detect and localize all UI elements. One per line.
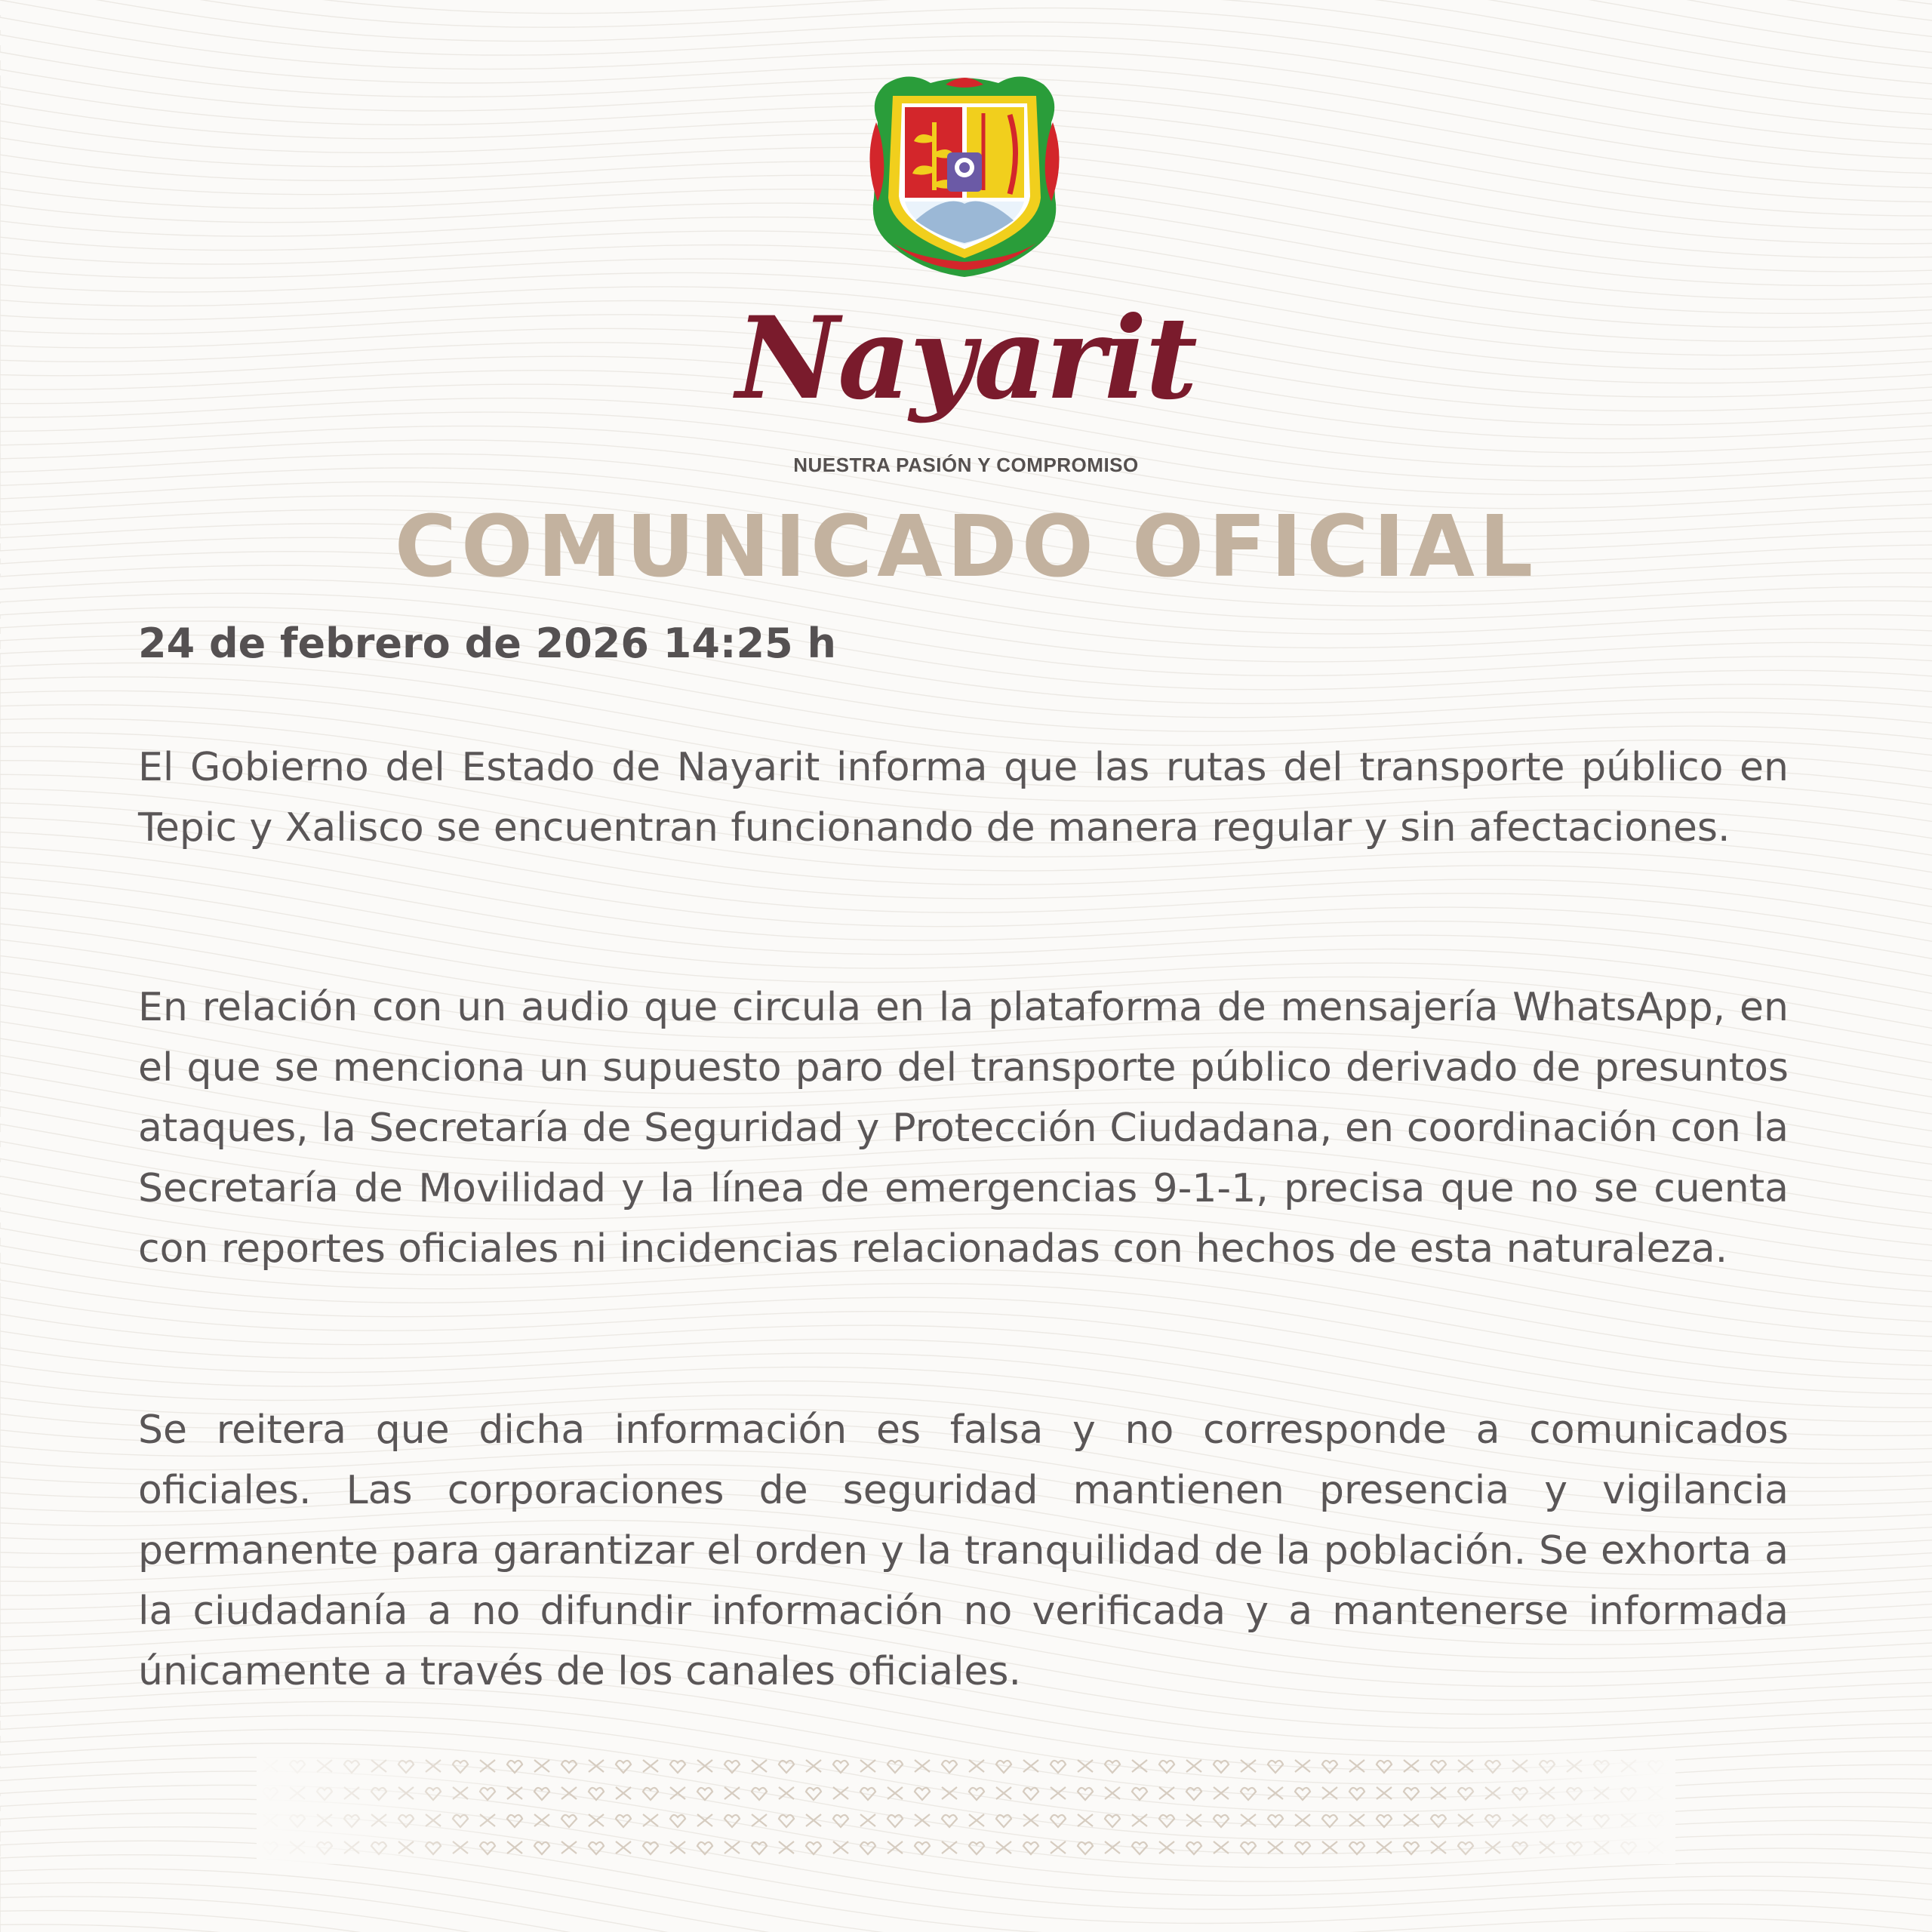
coat-of-arms-icon (863, 69, 1066, 281)
brand-name: Nayarit (736, 292, 1196, 425)
footer-pattern (257, 1751, 1675, 1864)
paragraph-3: Se reitera que dicha información es falsa y no corresponde a comunicados oficiales. Las corporaciones de seguridad mantienen presencia y vigilancia permanente para garantizar el orden y la tranquilidad de la población. Se exhorta a la ciudadanía a no difundir información no verificada y a mantenerse informada únicamente a través de los canales oficiales. (138, 1407, 1789, 1694)
brand-slogan: NUESTRA PASIÓN Y COMPROMISO (793, 454, 1139, 476)
document-date: 24 de febrero de 2026 14:25 h (138, 620, 836, 667)
paragraph-1: El Gobierno del Estado de Nayarit informa que las rutas del transporte público en Tepic y Xalisco se encuentran funcionando de manera regular y sin afectaciones. (138, 745, 1789, 851)
paragraph-2: En relación con un audio que circula en la plataforma de mensajería WhatsApp, en el que se menciona un supuesto paro del transporte público derivado de presuntos ataques, la Secretaría de Seguridad y Protección Ciudadana, en coordinación con la Secretaría de Movilidad y la línea de emergencias 9-1-1, precisa que no se cuenta con reportes oficiales ni incidencias relacionadas con hechos de esta naturaleza. (138, 985, 1789, 1272)
document-title: COMUNICADO OFICIAL (394, 498, 1538, 596)
